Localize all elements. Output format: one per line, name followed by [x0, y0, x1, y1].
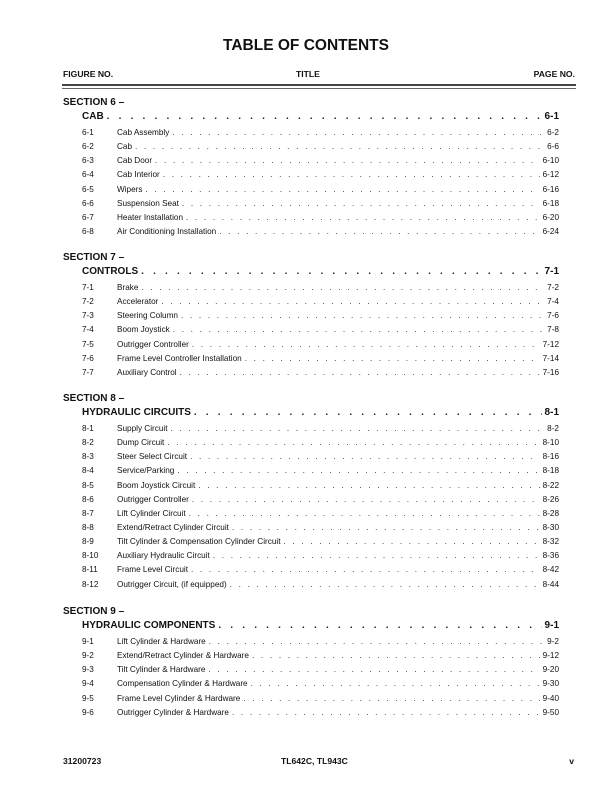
toc-entry[interactable] [63, 140, 559, 154]
figure-page: 8-42 [542, 565, 559, 575]
toc-entry[interactable] [63, 338, 559, 352]
figure-page: 9-30 [542, 679, 559, 689]
toc-entry[interactable] [63, 183, 559, 197]
figure-title: Compensation Cylinder & Hardware [117, 679, 248, 689]
figure-number: 7-3 [82, 311, 94, 321]
section-title: CAB [82, 111, 104, 122]
figure-page: 8-26 [542, 494, 559, 504]
figure-number: 8-8 [82, 522, 94, 532]
leader-dots [141, 265, 541, 279]
toc-entry[interactable] [63, 692, 559, 706]
figure-page: 6-10 [542, 156, 559, 166]
section-page: 8-1 [544, 407, 559, 418]
figure-number: 6-8 [82, 226, 94, 236]
toc-entry[interactable] [63, 366, 559, 380]
toc-section [63, 605, 559, 720]
leader-dots [163, 168, 540, 182]
figure-number: 9-3 [82, 665, 94, 675]
toc-entry[interactable] [63, 535, 559, 549]
leader-dots [251, 677, 540, 691]
figure-number: 8-12 [82, 579, 99, 589]
figure-title: Lift Cylinder Circuit [117, 508, 186, 518]
section-page: 6-1 [544, 111, 559, 122]
figure-number: 9-6 [82, 707, 94, 717]
footer-doc-number: 31200723 [63, 756, 102, 766]
leader-dots [167, 436, 539, 450]
figure-number: 7-5 [82, 339, 94, 349]
figure-title: Cab [117, 142, 133, 152]
toc-entry[interactable] [63, 422, 559, 436]
leader-dots [232, 521, 540, 535]
section-label: SECTION 9 – [63, 606, 125, 617]
leader-dots [135, 140, 544, 154]
figure-number: 8-6 [82, 494, 94, 504]
figure-page: 8-18 [542, 466, 559, 476]
figure-title: Boom Joystick [117, 325, 170, 335]
figure-page: 8-28 [542, 508, 559, 518]
toc-entry[interactable] [63, 649, 559, 663]
figure-number: 6-1 [82, 128, 94, 137]
leader-dots [252, 649, 540, 663]
figure-page: 7-2 [547, 283, 559, 292]
figure-title: Tilt Cylinder & Compensation Cylinder Circuit [117, 537, 281, 547]
figure-number: 8-10 [82, 551, 99, 561]
figure-number: 8-4 [82, 466, 94, 476]
toc-entry[interactable] [63, 126, 559, 140]
figure-number: 7-6 [82, 353, 94, 363]
leader-dots [208, 663, 539, 677]
header-rule-thin [62, 88, 576, 89]
figure-title: Dump Circuit [117, 438, 165, 448]
leader-dots [182, 197, 540, 211]
figure-title: Auxiliary Hydraulic Circuit [117, 551, 210, 561]
leader-dots [243, 692, 539, 706]
figure-number: 6-7 [82, 212, 94, 222]
figure-page: 6-20 [542, 212, 559, 222]
figure-title: Air Conditioning Installation [117, 226, 217, 236]
figure-page: 8-30 [542, 522, 559, 532]
toc-entry[interactable] [63, 706, 559, 720]
figure-number: 9-4 [82, 679, 94, 689]
toc-entry[interactable] [63, 677, 559, 691]
leader-dots [180, 366, 540, 380]
figure-number: 8-2 [82, 438, 94, 448]
figure-number: 8-7 [82, 508, 94, 518]
figure-title: Outrigger Cylinder & Hardware [117, 707, 229, 717]
figure-title: Frame Level Circuit [117, 565, 188, 575]
leader-dots [189, 507, 540, 521]
figure-number: 9-5 [82, 693, 94, 703]
column-header-figure-no: FIGURE NO. [63, 69, 114, 79]
section-title: CONTROLS [82, 266, 139, 277]
figure-page: 8-2 [547, 424, 559, 433]
toc-entry[interactable] [63, 352, 559, 366]
figure-page: 6-16 [542, 184, 559, 194]
figure-title: Extend/Retract Cylinder Circuit [117, 522, 229, 532]
header-rule-thick [62, 84, 576, 86]
leader-dots [209, 635, 544, 649]
figure-title: Cab Interior [117, 170, 160, 180]
leader-dots [245, 352, 540, 366]
section-title-link[interactable] [63, 406, 559, 421]
section-label: SECTION 7 – [63, 252, 125, 263]
section-title-link[interactable] [63, 619, 559, 634]
figure-page: 7-14 [542, 353, 559, 363]
figure-title: Lift Cylinder & Hardware [117, 637, 206, 646]
section-title: HYDRAULIC COMPONENTS [82, 620, 216, 631]
leader-dots [218, 619, 541, 633]
toc-entry[interactable] [63, 563, 559, 577]
section-title-link[interactable] [63, 110, 559, 125]
toc-section [63, 251, 559, 380]
figure-number: 9-1 [82, 637, 94, 646]
toc-entry[interactable] [63, 168, 559, 182]
figure-page: 8-16 [542, 452, 559, 462]
figure-number: 6-3 [82, 156, 94, 166]
figure-title: Outrigger Controller [117, 494, 189, 504]
figure-page: 9-40 [542, 693, 559, 703]
footer-page-number: v [569, 756, 574, 766]
figure-title: Service/Parking [117, 466, 175, 476]
figure-number: 9-2 [82, 651, 94, 661]
leader-dots [192, 493, 540, 507]
figure-page: 8-44 [542, 579, 559, 589]
toc-entry[interactable] [63, 464, 559, 478]
figure-page: 6-6 [547, 142, 559, 152]
column-header-title: TITLE [296, 69, 320, 79]
figure-number: 7-4 [82, 325, 94, 335]
figure-number: 7-2 [82, 297, 94, 307]
toc-entry[interactable] [63, 154, 559, 168]
leader-dots [172, 126, 544, 140]
leader-dots [192, 338, 540, 352]
figure-title: Cab Assembly [117, 128, 170, 137]
figure-title: Supply Circuit [117, 424, 168, 433]
figure-title: Extend/Retract Cylinder & Hardware [117, 651, 249, 661]
leader-dots [186, 211, 540, 225]
leader-dots [107, 110, 542, 124]
figure-title: Auxiliary Control [117, 367, 177, 377]
toc-entry[interactable] [63, 323, 559, 337]
figure-title: Heater Installation [117, 212, 183, 222]
leader-dots [145, 183, 539, 197]
section-page: 7-1 [544, 266, 559, 277]
section-label: SECTION 6 – [63, 97, 125, 108]
leader-dots [161, 295, 544, 309]
section-label: SECTION 8 – [63, 393, 125, 404]
figure-title: Wipers [117, 184, 143, 194]
toc-entry[interactable] [63, 450, 559, 464]
figure-number: 8-5 [82, 480, 94, 490]
leader-dots [213, 549, 540, 563]
figure-title: Frame Level Controller Installation [117, 353, 242, 363]
leader-dots [191, 563, 540, 577]
toc-entry[interactable] [63, 493, 559, 507]
figure-number: 6-6 [82, 198, 94, 208]
figure-title: Suspension Seat [117, 198, 179, 208]
figure-title: Steering Column [117, 311, 178, 321]
section-title-link[interactable] [63, 265, 559, 280]
toc-entry[interactable] [63, 295, 559, 309]
toc-entry[interactable] [63, 578, 559, 592]
leader-dots [190, 450, 540, 464]
figure-page: 8-10 [542, 438, 559, 448]
toc-entry[interactable] [63, 521, 559, 535]
toc-entry[interactable] [63, 507, 559, 521]
toc-entry[interactable] [63, 635, 559, 649]
column-header-page-no: PAGE NO. [533, 69, 575, 79]
toc-entry[interactable] [63, 211, 559, 225]
leader-dots [194, 406, 542, 420]
figure-number: 6-2 [82, 142, 94, 152]
leader-dots [230, 578, 540, 592]
page-title: TABLE OF CONTENTS [223, 37, 389, 54]
leader-dots [141, 281, 544, 295]
leader-dots [173, 323, 544, 337]
figure-number: 8-1 [82, 424, 94, 433]
toc-entry[interactable] [63, 663, 559, 677]
toc-section [63, 96, 559, 239]
figure-number: 6-5 [82, 184, 94, 194]
figure-page: 7-16 [542, 367, 559, 377]
figure-number: 7-1 [82, 283, 94, 292]
figure-page: 7-4 [547, 297, 559, 307]
leader-dots [284, 535, 540, 549]
figure-page: 6-18 [542, 198, 559, 208]
figure-number: 8-3 [82, 452, 94, 462]
figure-title: Outrigger Circuit, (if equipped) [117, 579, 227, 589]
figure-title: Tilt Cylinder & Hardware [117, 665, 206, 675]
figure-title: Frame Level Cylinder & Hardware [117, 693, 241, 703]
figure-page: 6-12 [542, 170, 559, 180]
figure-page: 7-12 [542, 339, 559, 349]
figure-title: Cab Door [117, 156, 153, 166]
leader-dots [171, 422, 545, 436]
toc-section [63, 392, 559, 592]
figure-page: 9-2 [547, 637, 559, 646]
leader-dots [177, 464, 539, 478]
toc-entry[interactable] [63, 197, 559, 211]
footer-models: TL642C, TL943C [281, 756, 348, 766]
toc-entry[interactable] [63, 436, 559, 450]
figure-page: 7-6 [547, 311, 559, 321]
toc-entry[interactable] [63, 281, 559, 295]
figure-page: 7-8 [547, 325, 559, 335]
figure-title: Outrigger Controller [117, 339, 189, 349]
section-title: HYDRAULIC CIRCUITS [82, 407, 191, 418]
figure-number: 8-11 [82, 565, 98, 575]
figure-page: 8-22 [542, 480, 559, 490]
figure-title: Boom Joystick Circuit [117, 480, 196, 490]
figure-number: 8-9 [82, 537, 94, 547]
toc-entry[interactable] [63, 479, 559, 493]
leader-dots [219, 225, 539, 239]
leader-dots [232, 706, 540, 720]
figure-page: 9-12 [542, 651, 559, 661]
leader-dots [181, 309, 544, 323]
figure-number: 6-4 [82, 170, 94, 180]
figure-title: Steer Select Circuit [117, 452, 188, 462]
figure-number: 7-7 [82, 367, 94, 377]
section-page: 9-1 [544, 620, 559, 631]
figure-page: 9-20 [542, 665, 559, 675]
figure-page: 8-32 [542, 537, 559, 547]
leader-dots [155, 154, 540, 168]
leader-dots [198, 479, 539, 493]
figure-title: Accelerator [117, 297, 159, 307]
figure-page: 6-24 [542, 226, 559, 236]
toc-entry[interactable] [63, 309, 559, 323]
figure-title: Brake [117, 283, 139, 292]
figure-page: 6-2 [547, 128, 559, 137]
figure-page: 9-50 [542, 707, 559, 717]
figure-page: 8-36 [542, 551, 559, 561]
toc-entry[interactable] [63, 549, 559, 563]
toc-entry[interactable] [63, 225, 559, 239]
